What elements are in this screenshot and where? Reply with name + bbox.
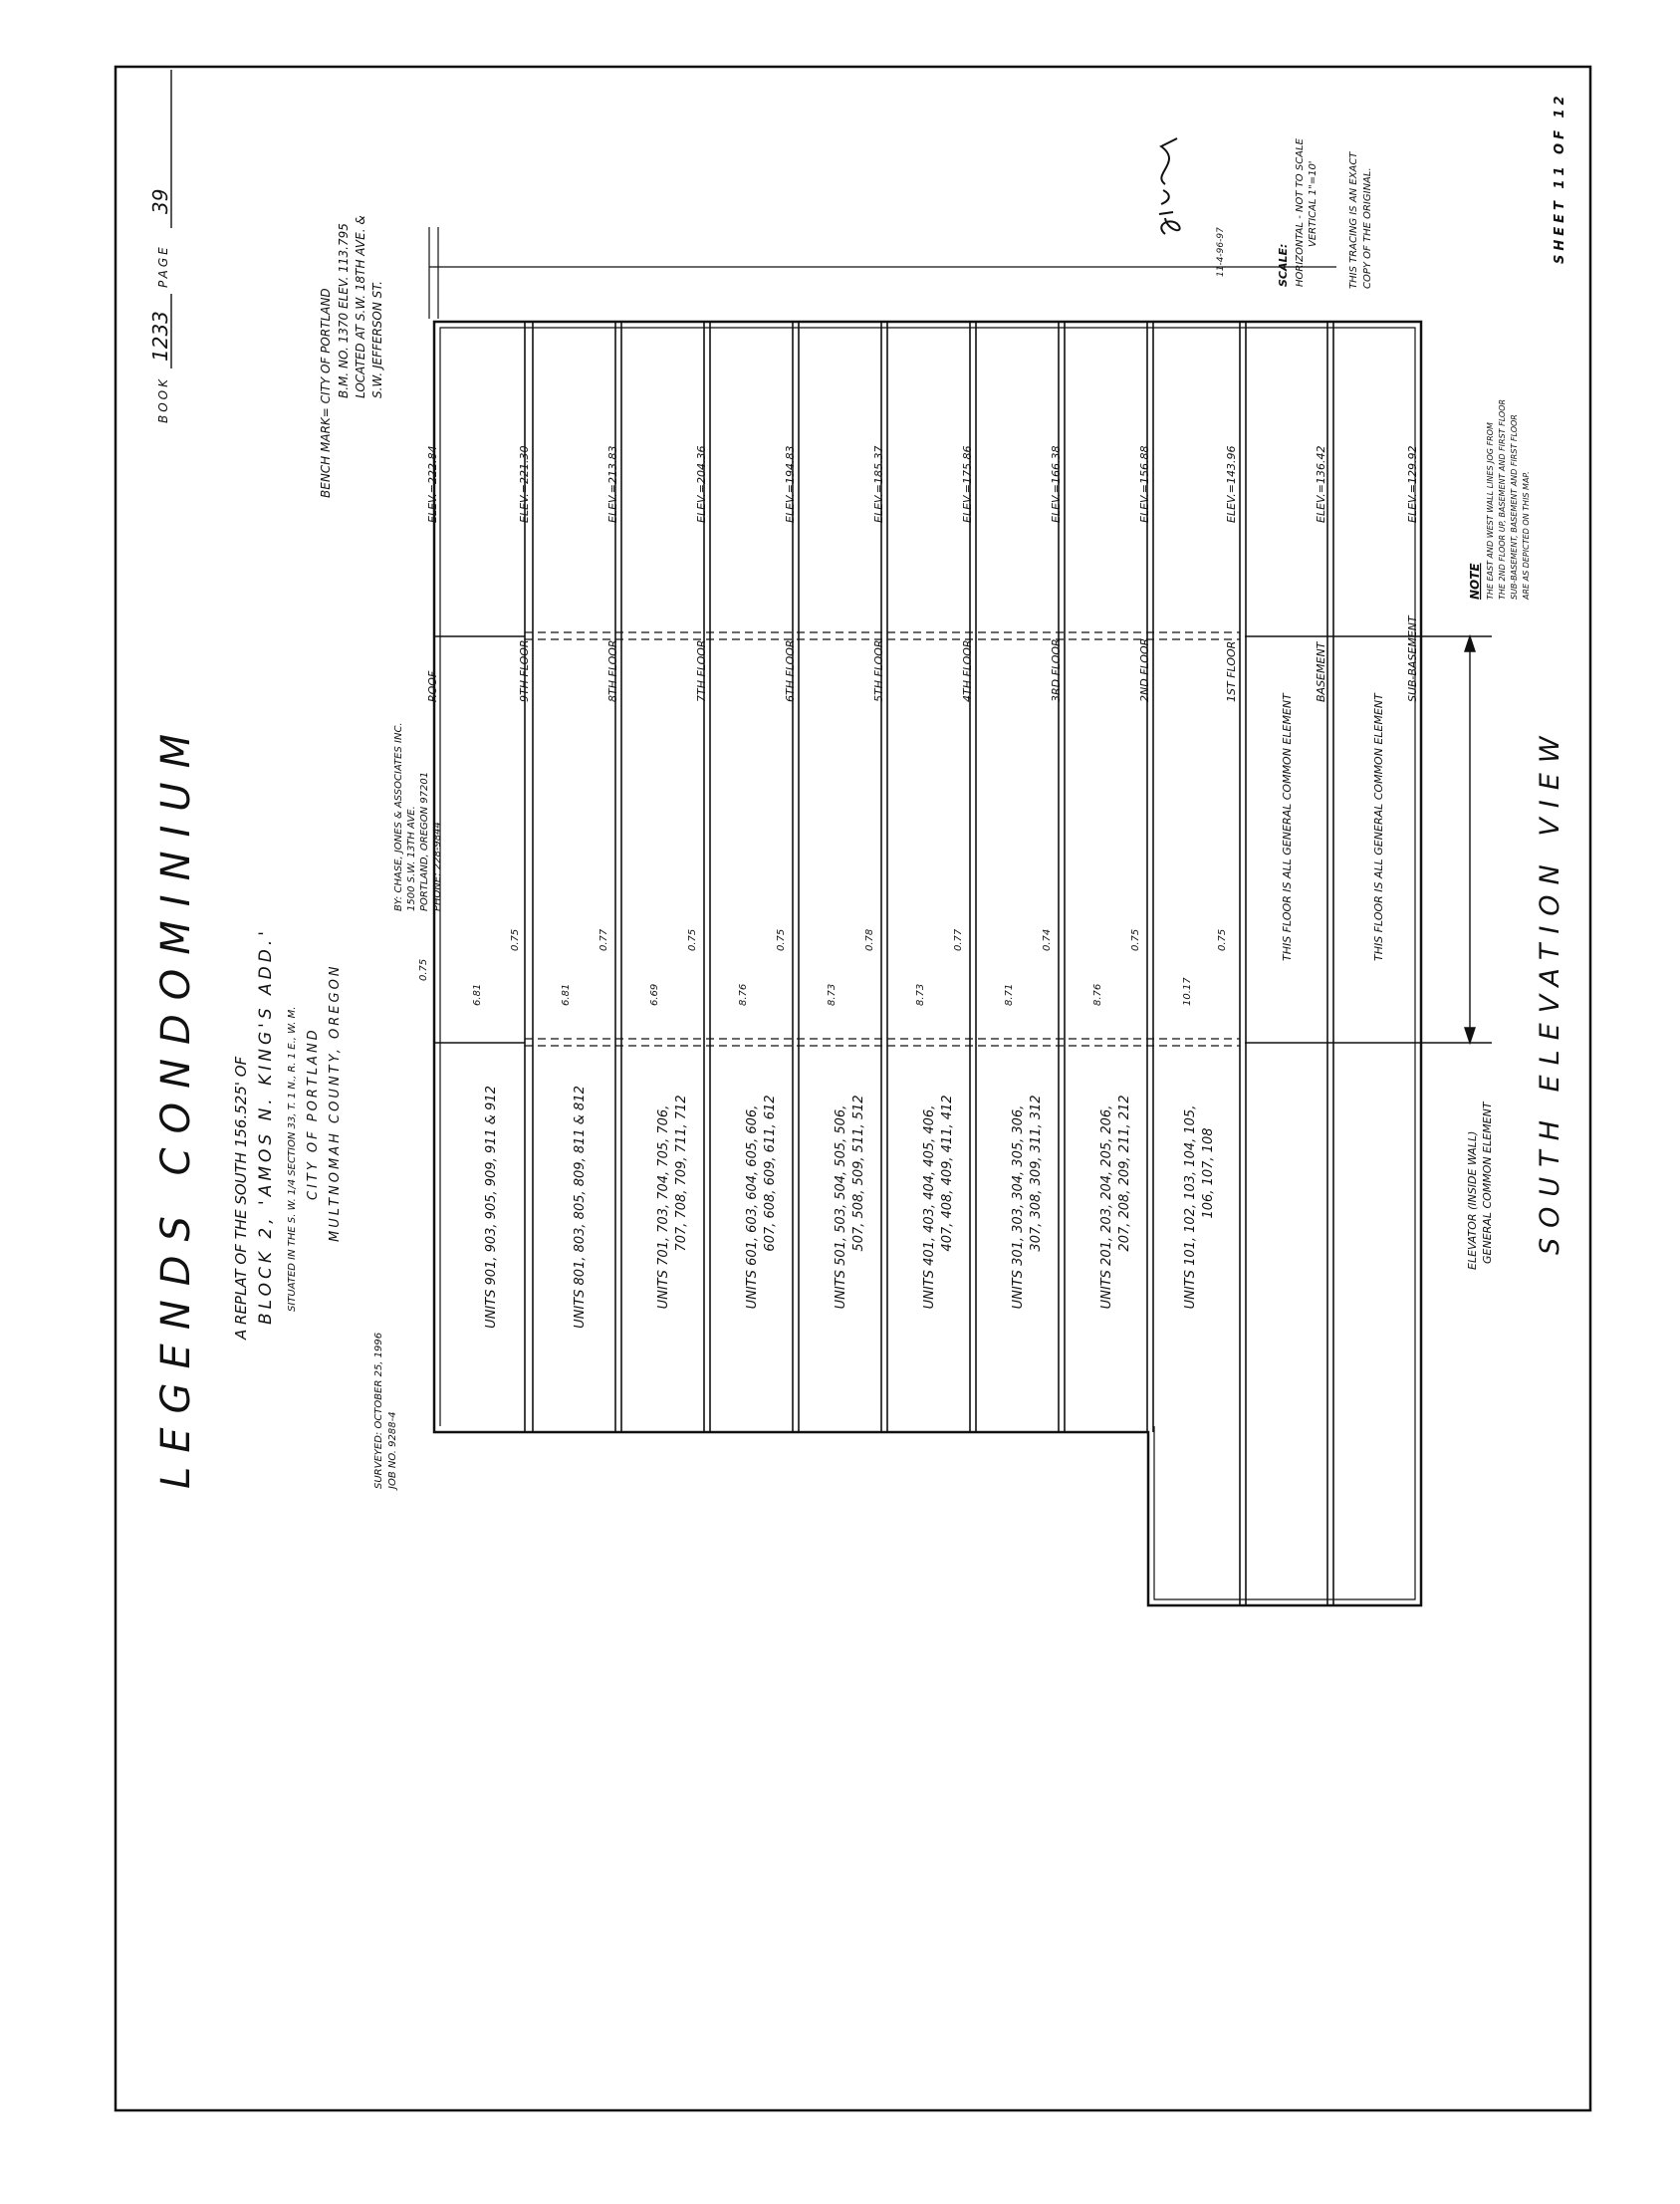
elevator-label-line2: GENERAL COMMON ELEMENT <box>1481 1102 1494 1264</box>
note-line4: ARE AS DEPICTED ON THIS MAP. <box>1522 471 1531 600</box>
note-line2: THE 2ND FLOOR UP, BASEMENT AND FIRST FLOOR <box>1498 398 1507 600</box>
level-6-label: 6TH FLOOR <box>784 639 797 702</box>
title-line5: MULTNOMAH COUNTY, OREGON <box>328 963 343 1242</box>
height-dim-4: 8.73 <box>915 983 926 1006</box>
title-line4: CITY OF PORTLAND <box>306 1027 321 1200</box>
unit-label-7-line2: 707, 708, 709, 711, 712 <box>674 1095 689 1252</box>
level-2 <box>1138 446 1151 703</box>
height-dim-2: 8.76 <box>1092 983 1103 1006</box>
note-block <box>1468 399 1531 601</box>
surveyor-signature <box>1159 138 1180 234</box>
title-subtitle-1 <box>232 1056 250 1341</box>
level-5-elev: ELEV.=185.37 <box>872 445 885 523</box>
level-sub-basement-elev: ELEV.=129.92 <box>1406 445 1419 523</box>
title-subtitle-5 <box>328 963 343 1242</box>
unit-label-3-line1: UNITS 301, 303, 304, 305, 306, <box>1011 1104 1026 1310</box>
note-line1: THE EAST AND WEST WALL LINES JOG FROM <box>1486 422 1495 600</box>
unit-label-3-line2: 307, 308, 309, 311, 312 <box>1029 1095 1044 1252</box>
signature-date <box>1216 227 1226 277</box>
level-4-elev: ELEV.=175.86 <box>961 445 974 523</box>
survey-info <box>373 1333 398 1491</box>
building-frame <box>429 227 1492 1605</box>
title-line2: BLOCK 2, 'AMOS N. KING'S ADD.' <box>256 927 276 1325</box>
level-3-elev: ELEV.=166.38 <box>1050 445 1063 523</box>
level-9-label: 9TH FLOOR <box>518 639 531 702</box>
unit-label-2 <box>1099 1095 1132 1309</box>
slab-dim-5: 0.75 <box>776 928 787 951</box>
height-dim-5: 8.73 <box>827 983 838 1006</box>
slab-dim-9: 0.75 <box>1130 928 1141 951</box>
bench-mark-line1: BENCH MARK= CITY OF PORTLAND <box>319 288 333 498</box>
survey-job: JOB NO. 9288-4 <box>387 1411 398 1489</box>
level-sub-basement <box>1406 446 1419 703</box>
common-floor-label-1: THIS FLOOR IS ALL GENERAL COMMON ELEMENT <box>1281 693 1294 961</box>
slab-dim-4: 0.75 <box>687 928 698 951</box>
unit-label-4 <box>922 1095 955 1309</box>
condominium-name: LEGENDS CONDOMINIUM <box>153 719 199 1489</box>
height-dim-7: 6.69 <box>649 983 660 1006</box>
elevator-arrow-right <box>1465 636 1475 651</box>
unit-label-7-line1: UNITS 701, 703, 704, 705, 706, <box>656 1104 671 1310</box>
level-8-label: 8TH FLOOR <box>606 639 619 702</box>
height-dim-8: 6.81 <box>561 983 572 1006</box>
surveyor-line4: PHONE: 228-9844 <box>432 822 443 911</box>
level-basement <box>1315 446 1327 703</box>
level-3-label: 3RD FLOOR <box>1050 638 1063 702</box>
unit-label-2-line2: 207, 208, 209, 211, 212 <box>1117 1095 1132 1252</box>
level-labels <box>426 446 1419 962</box>
survey-date: SURVEYED: OCTOBER 25, 1996 <box>373 1332 384 1489</box>
scale-label: SCALE: <box>1277 243 1290 287</box>
unit-label-5 <box>834 1095 866 1309</box>
scale-vertical: VERTICAL 1"=10' <box>1308 160 1319 247</box>
title-subtitle-4 <box>306 1027 321 1200</box>
slab-dim-6: 0.78 <box>864 928 875 951</box>
book-number: 1233 <box>148 311 172 362</box>
unit-label-4-line1: UNITS 401, 403, 404, 405, 406, <box>922 1104 937 1310</box>
bench-mark-line4: S.W. JEFFERSON ST. <box>370 281 384 398</box>
surveyor-line3: PORTLAND, OREGON 97201 <box>419 771 430 911</box>
tracing-note-line2: COPY OF THE ORIGINAL. <box>1362 167 1373 289</box>
common-floor-basement <box>1281 692 1294 961</box>
title-block <box>153 720 199 1489</box>
height-dim-3: 8.71 <box>1004 983 1015 1006</box>
title-subtitle-2 <box>256 927 276 1325</box>
level-roof <box>426 446 439 703</box>
elevator-label-line1: ELEVATOR (INSIDE WALL) <box>1466 1130 1479 1270</box>
signature-date-text: 11-4-96-97 <box>1216 227 1226 277</box>
floor-dimensions <box>418 928 1228 1006</box>
unit-label-4-line2: 407, 408, 409, 411, 412 <box>940 1095 955 1252</box>
sheet-number <box>1553 92 1567 264</box>
floor-slabs <box>525 322 1333 1605</box>
unit-label-3 <box>1011 1095 1044 1309</box>
title-line1: A REPLAT OF THE SOUTH 156.525' OF <box>232 1056 250 1340</box>
level-basement-label: BASEMENT <box>1315 641 1327 702</box>
page-number: 39 <box>148 188 172 214</box>
level-roof-label: ROOF <box>426 670 439 702</box>
slab-dim-1: 0.75 <box>418 958 429 981</box>
unit-label-1-line2: 106, 107, 108 <box>1201 1127 1216 1219</box>
book-label: BOOK <box>156 376 170 423</box>
level-1 <box>1225 446 1238 703</box>
sheet-number-text: SHEET 11 OF 12 <box>1553 92 1567 264</box>
level-8 <box>606 446 619 703</box>
unit-label-5-line2: 507, 508, 509, 511, 512 <box>851 1095 866 1252</box>
unit-label-6-line1: UNITS 601, 603, 604, 605, 606, <box>745 1104 760 1310</box>
level-3 <box>1050 446 1063 703</box>
note-title: NOTE <box>1468 563 1482 600</box>
slab-dim-2: 0.75 <box>510 928 521 951</box>
unit-label-9 <box>484 1086 499 1329</box>
view-title <box>1535 726 1565 1255</box>
slab-dim-10: 0.75 <box>1217 928 1228 951</box>
level-9-elev: ELEV.=221.30 <box>518 445 531 523</box>
scale-block <box>1277 137 1319 287</box>
level-2-label: 2ND FLOOR <box>1138 637 1151 702</box>
unit-label-8-line1: UNITS 801, 803, 805, 809, 811 & 812 <box>573 1086 588 1329</box>
level-7-label: 7TH FLOOR <box>695 639 708 702</box>
height-dim-6: 8.76 <box>738 983 749 1006</box>
title-subtitle-3 <box>287 1007 298 1312</box>
level-4-label: 4TH FLOOR <box>961 639 974 702</box>
unit-label-6 <box>745 1095 778 1309</box>
level-6-elev: ELEV.=194.83 <box>784 445 797 523</box>
elevator-label <box>1466 1101 1494 1270</box>
unit-label-5-line1: UNITS 501, 503, 504, 505, 506, <box>834 1104 848 1310</box>
level-7-elev: ELEV.=204.36 <box>695 445 708 523</box>
unit-label-1 <box>1183 1105 1216 1310</box>
level-roof-elev: ELEV.=222.84 <box>426 445 439 523</box>
common-floor-sub-basement <box>1372 692 1385 961</box>
unit-label-7 <box>656 1095 689 1309</box>
level-7 <box>695 446 708 703</box>
bench-mark <box>319 288 333 498</box>
slab-dim-3: 0.77 <box>599 928 609 951</box>
level-2-elev: ELEV.=156.88 <box>1138 445 1151 523</box>
tracing-note-line1: THIS TRACING IS AN EXACT <box>1348 151 1359 289</box>
note-line3: SUB-BASEMENT, BASEMENT AND FIRST FLOOR <box>1510 414 1519 600</box>
level-1-label: 1ST FLOOR <box>1225 640 1238 702</box>
tracing-note <box>1348 151 1373 289</box>
level-4 <box>961 446 974 703</box>
building-inner-outline <box>440 328 1415 1599</box>
elevator-solid-walls <box>434 636 525 1043</box>
building-outline <box>434 322 1421 1605</box>
level-5 <box>872 446 885 703</box>
surveyor-info <box>393 722 443 911</box>
unit-labels <box>484 1086 1216 1329</box>
common-floor-label-2: THIS FLOOR IS ALL GENERAL COMMON ELEMENT <box>1372 693 1385 961</box>
unit-label-6-line2: 607, 608, 609, 611, 612 <box>763 1095 778 1252</box>
slab-dim-7: 0.77 <box>953 928 964 951</box>
surveyor-line2: 1500 S.W. 13TH AVE. <box>406 806 417 911</box>
unit-label-9-line1: UNITS 901, 903, 905, 909, 911 & 912 <box>484 1086 499 1329</box>
unit-label-8 <box>573 1086 588 1329</box>
scale-horizontal: HORIZONTAL - NOT TO SCALE <box>1295 138 1306 287</box>
level-8-elev: ELEV.=213.83 <box>606 445 619 523</box>
level-1-elev: ELEV.=143.96 <box>1225 445 1238 523</box>
elevator-arrow-left <box>1465 1028 1475 1043</box>
level-sub-basement-label: SUB-BASEMENT <box>1406 615 1419 702</box>
surveyor-line1: BY: CHASE, JONES & ASSOCIATES INC. <box>393 722 404 911</box>
title-line3: SITUATED IN THE S. W. 1/4 SECTION 33, T. 1 N., R. 1 E., W. M. <box>287 1006 298 1312</box>
height-dim-1: 10.17 <box>1182 977 1193 1006</box>
unit-label-2-line1: UNITS 201, 203, 204, 205, 206, <box>1099 1104 1114 1310</box>
height-dim-9: 6.81 <box>472 983 483 1006</box>
slab-dim-8: 0.74 <box>1042 928 1053 951</box>
page-label: PAGE <box>156 244 170 288</box>
level-basement-elev: ELEV.=136.42 <box>1315 445 1327 523</box>
level-5-label: 5TH FLOOR <box>872 639 885 702</box>
unit-label-1-line1: UNITS 101, 102, 103, 104, 105, <box>1183 1104 1198 1310</box>
view-title-text: SOUTH ELEVATION VIEW <box>1535 726 1565 1255</box>
bench-mark-detail <box>337 215 384 398</box>
book-page-header <box>148 70 172 423</box>
bench-mark-line3: LOCATED AT S.W. 18TH AVE. & <box>354 215 367 398</box>
bench-mark-line2: B.M. NO. 1370 ELEV. 113.795 <box>337 223 351 398</box>
level-6 <box>784 446 797 703</box>
height-dimension-column <box>429 227 1336 319</box>
